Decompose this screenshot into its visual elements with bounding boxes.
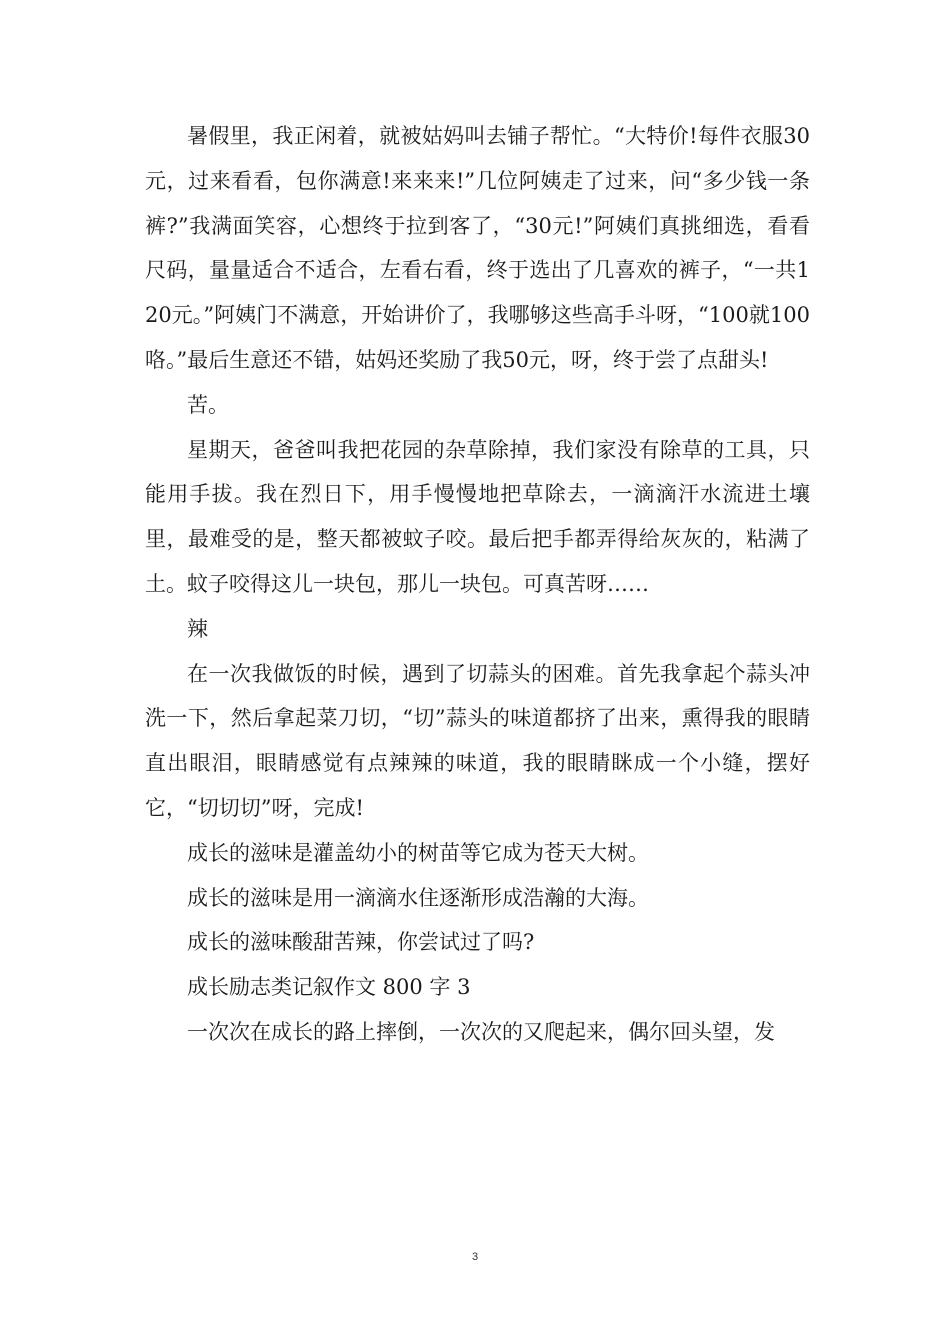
body-text bbox=[145, 114, 810, 1055]
paragraph-ocean: 成长的滋味是用一滴滴水住逐渐形成浩瀚的大海。 bbox=[187, 885, 649, 910]
page-number: 3 bbox=[471, 1251, 479, 1263]
paragraph-spicy: 在一次我做饭的时候，遇到了切蒜头的困难。首先我拿起个蒜头冲洗一下，然后拿起菜刀切，“切”蒜头的味道都挤了出来，熏得我的眼睛直出眼泪，眼睛感觉有点辣辣的味道，我的眼睛眯成一个小缝，摆好它，“切切切”呀，完成! bbox=[145, 661, 810, 820]
paragraph-question: 成长的滋味酸甜苦辣，你尝试过了吗? bbox=[187, 930, 535, 955]
paragraph-sweet: 暑假里，我正闲着，就被姑妈叫去铺子帮忙。“大特价!每件衣服30 元，过来看看，包你满意!来来来!”几位阿姨走了过来，问“多少钱一条裤?”我满面笑容，心想终于拉到客了，“30元!”阿姨们真挑细选，看看尺码，量量适合不适合，左看右看，终于选出了几喜欢的裤子，“一共120元。”阿姨门不满意，开始讲价了，我哪够这些高手斗呀，“100就100咯。”最后生意还不错，姑妈还奖励了我50元，呀，终于尝了点甜头! bbox=[145, 124, 810, 372]
heading-bitter: 苦。 bbox=[187, 392, 229, 417]
paragraph-tree: 成长的滋味是灌盖幼小的树苗等它成为苍天大树。 bbox=[187, 840, 649, 865]
paragraph-bitter: 星期天，爸爸叫我把花园的杂草除掉，我们家没有除草的工具，只能用手拔。我在烈日下，用手慢慢地把草除去，一滴滴汗水流进土壤里，最难受的是，整天都被蚊子咬。最后把手都弄得给灰灰的，粘满了土。蚊子咬得这儿一块包，那儿一块包。可真苦呀…… bbox=[145, 437, 810, 596]
heading-spicy: 辣 bbox=[187, 616, 208, 641]
essay-title: 成长励志类记叙作文 800 字 3 bbox=[187, 975, 471, 1000]
paragraph-essay-start: 一次次在成长的路上摔倒，一次次的又爬起来，偶尔回头望，发 bbox=[187, 1019, 775, 1044]
